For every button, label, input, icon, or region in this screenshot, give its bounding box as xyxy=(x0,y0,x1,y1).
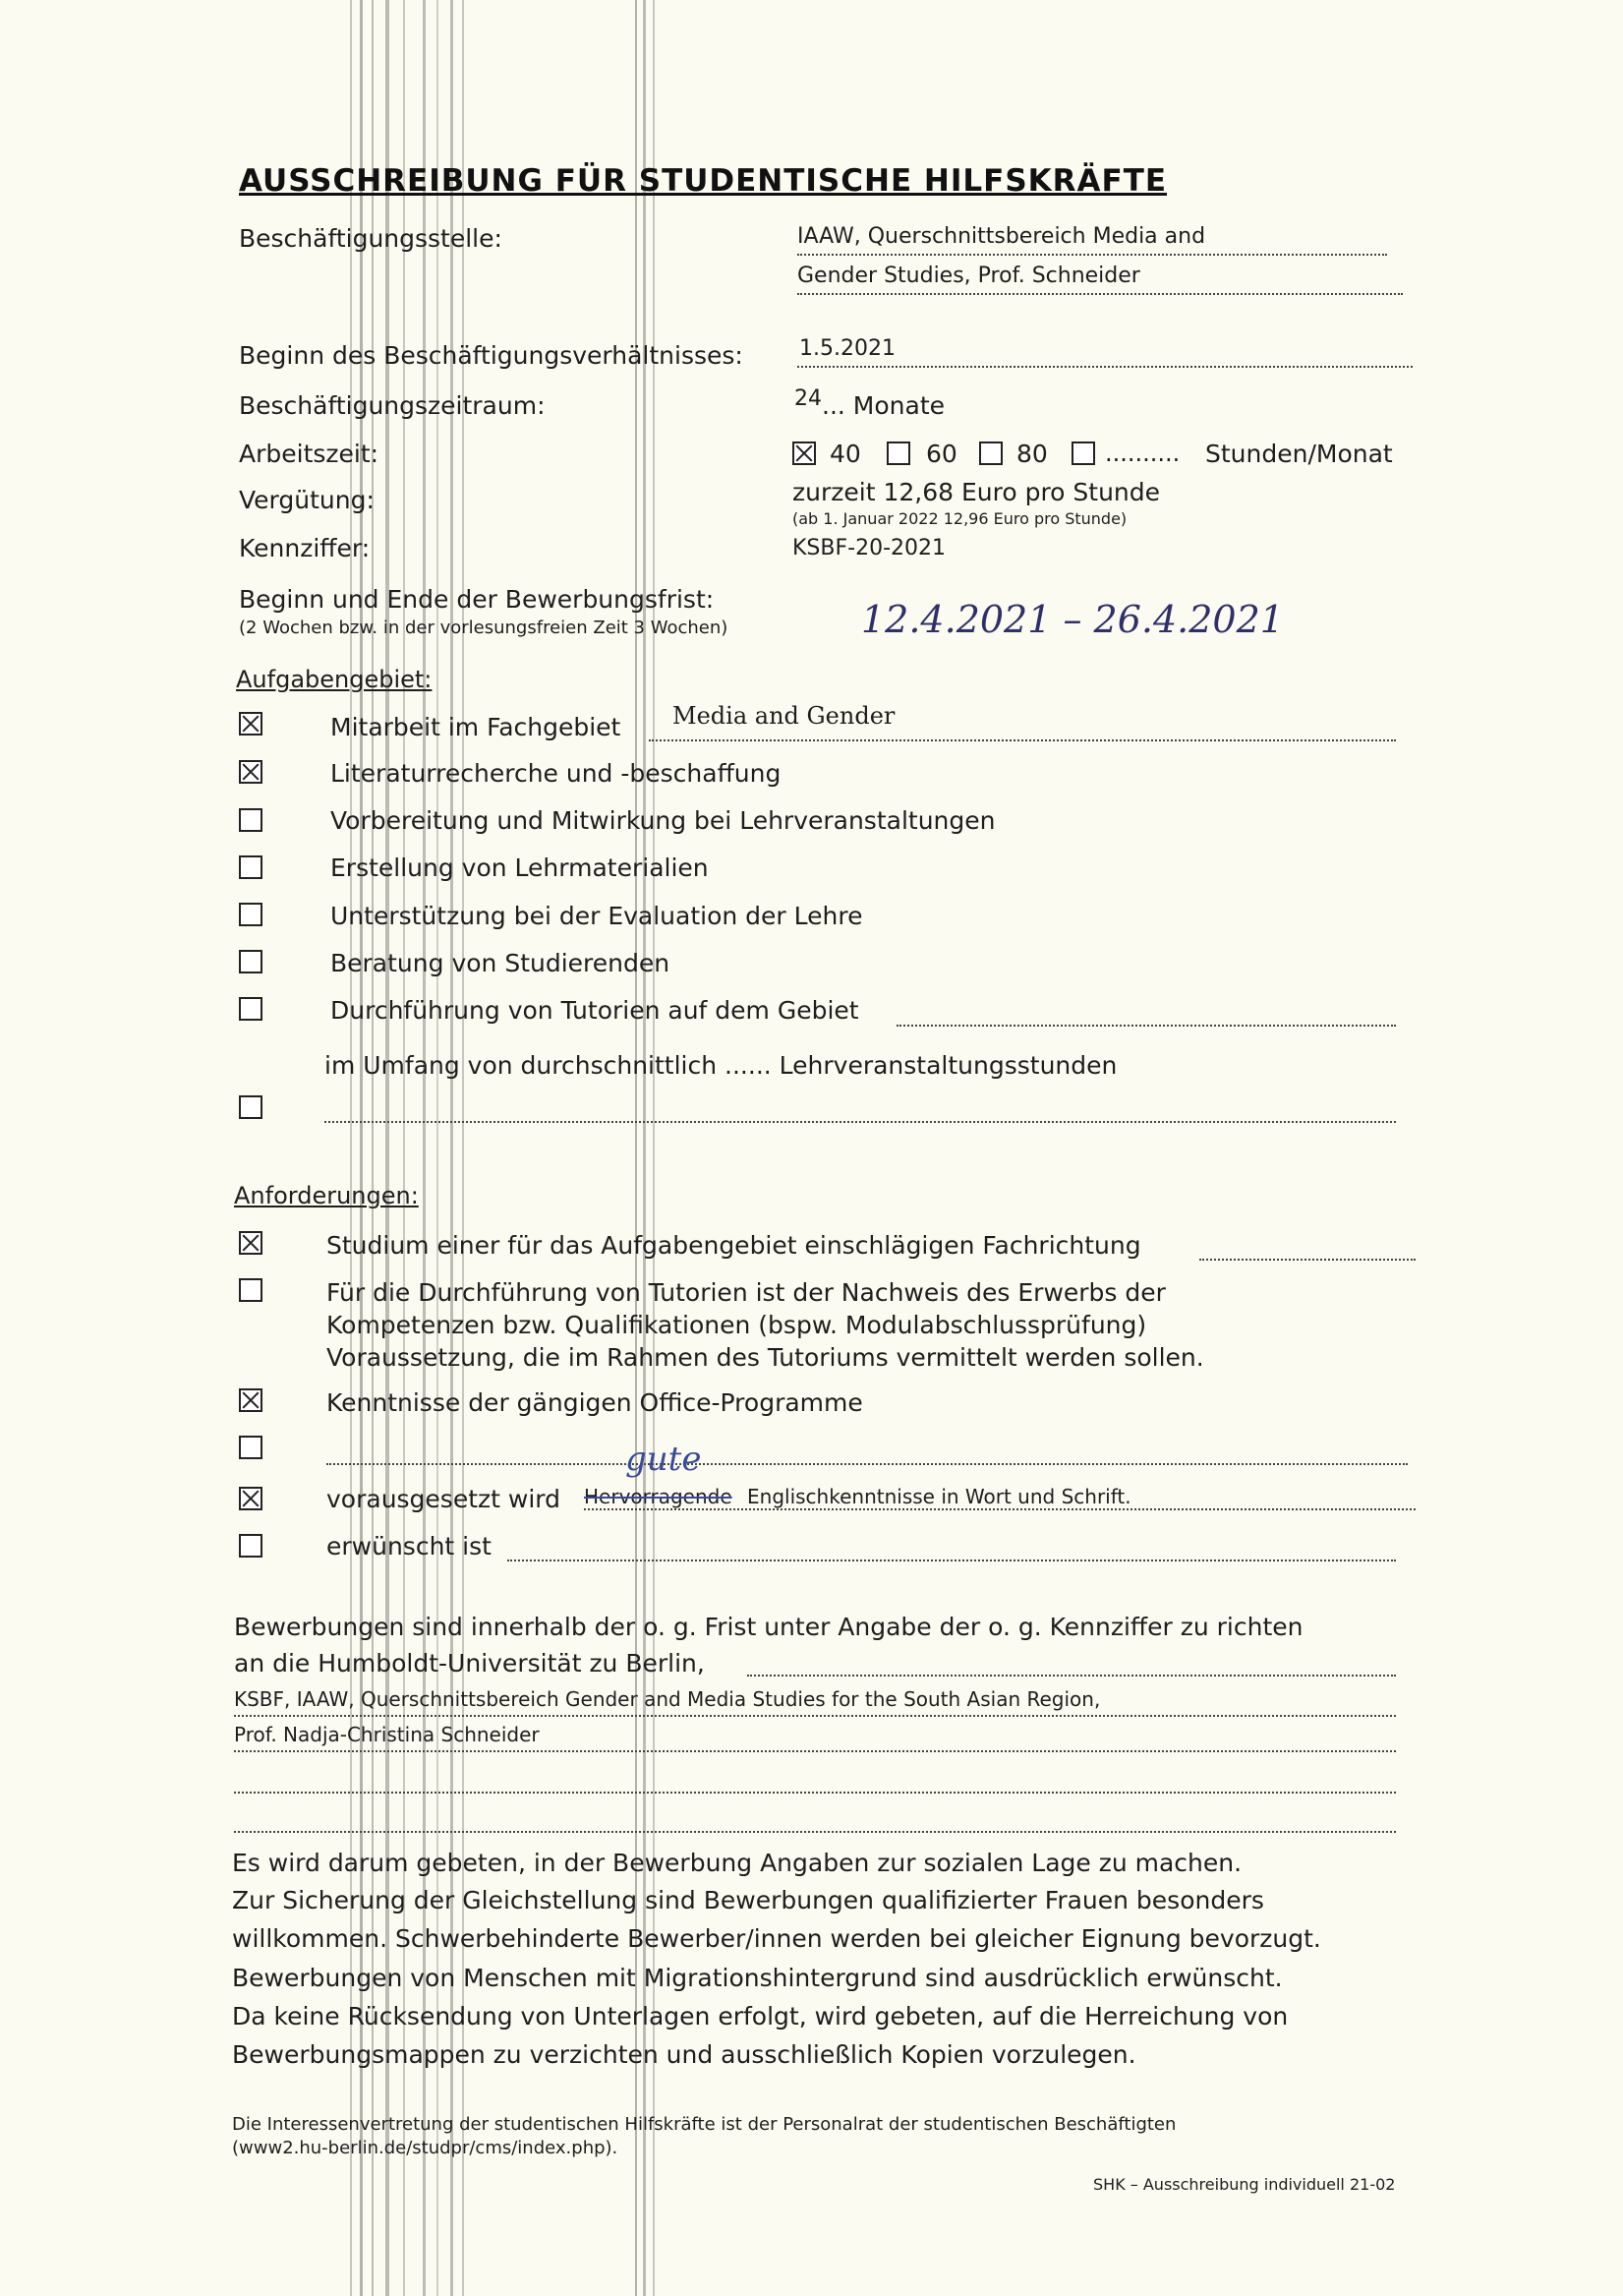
zeitraum-unit: ... Monate xyxy=(822,391,945,420)
arbeitszeit-unit: Stunden/Monat xyxy=(1205,440,1393,468)
aufgabe-4-label: Erstellung von Lehrmaterialien xyxy=(330,854,709,882)
bewerbung-address2: Prof. Nadja-Christina Schneider xyxy=(234,1723,540,1746)
bewerbung-address1-line xyxy=(234,1715,1396,1717)
bewerbung-line2-dots xyxy=(747,1675,1396,1677)
aufgabe-3-checkbox[interactable] xyxy=(239,808,262,832)
hinweis-5: Da keine Rücksendung von Unterlagen erfolgt, wird gebeten, auf die Herreichung von xyxy=(232,2002,1289,2031)
aufgabe-7-checkbox[interactable] xyxy=(239,997,262,1021)
arbeitszeit-80-label: 80 xyxy=(1016,440,1048,468)
arbeitszeit-label: Arbeitszeit: xyxy=(239,440,379,468)
verguetung-label: Vergütung: xyxy=(239,486,375,514)
frist-label: Beginn und Ende der Bewerbungsfrist: xyxy=(239,585,715,614)
anforderung-tutorien-line3: Voraussetzung, die im Rahmen des Tutoriums vermittelt werden sollen. xyxy=(326,1343,1204,1372)
stelle-label: Beschäftigungsstelle: xyxy=(239,224,502,253)
zeitraum-value: 24 xyxy=(794,386,822,411)
vorausgesetzt-value: Englischkenntnisse in Wort und Schrift. xyxy=(747,1485,1131,1508)
erwuenscht-label: erwünscht ist xyxy=(326,1532,492,1560)
hinweis-6: Bewerbungsmappen zu verzichten und ausschließlich Kopien vorzulegen. xyxy=(232,2040,1136,2069)
anforderung-studium-line xyxy=(1199,1259,1416,1261)
bewerbung-blank-line-2 xyxy=(234,1831,1396,1833)
aufgabe-7-line xyxy=(897,1025,1396,1027)
stelle-line-2 xyxy=(797,293,1403,295)
footer-note-2: (www2.hu-berlin.de/studpr/cms/index.php). xyxy=(232,2138,618,2158)
aufgabe-6-label: Beratung von Studierenden xyxy=(330,949,670,977)
aufgabe-2-checkbox[interactable] xyxy=(239,760,262,784)
bewerbung-address2-line xyxy=(234,1750,1396,1752)
aufgabe-1-label: Mitarbeit im Fachgebiet xyxy=(330,713,621,741)
stelle-value-2: Gender Studies, Prof. Schneider xyxy=(797,264,1140,288)
tutorien-umfang: im Umfang von durchschnittlich ...... Lehrveranstaltungsstunden xyxy=(324,1051,1118,1080)
aufgabe-1-line xyxy=(649,739,1396,741)
anforderung-custom-checkbox[interactable] xyxy=(239,1436,262,1459)
aufgabe-1-fill: Media and Gender xyxy=(672,702,896,730)
stelle-value: IAAW, Querschnittsbereich Media and xyxy=(797,224,1206,249)
hinweis-2: Zur Sicherung der Gleichstellung sind Bewerbungen qualifizierter Frauen besonders xyxy=(232,1886,1264,1914)
aufgabe-8-checkbox[interactable] xyxy=(239,1095,262,1119)
arbeitszeit-60-label: 60 xyxy=(926,440,957,468)
anforderung-studium-label: Studium einer für das Aufgabengebiet einschlägigen Fachrichtung xyxy=(326,1231,1141,1260)
aufgabe-8-line xyxy=(324,1121,1396,1123)
anforderung-custom-line xyxy=(326,1463,1408,1465)
arbeitszeit-custom-checkbox[interactable] xyxy=(1072,442,1095,465)
aufgabe-5-checkbox[interactable] xyxy=(239,903,262,926)
page-title: AUSSCHREIBUNG FÜR STUDENTISCHE HILFSKRÄFTE xyxy=(239,163,1168,199)
beginn-line xyxy=(797,366,1413,368)
aufgabe-4-checkbox[interactable] xyxy=(239,855,262,879)
bewerbung-line1: Bewerbungen sind innerhalb der o. g. Frist unter Angabe der o. g. Kennziffer zu richten xyxy=(234,1613,1304,1641)
stelle-line xyxy=(797,254,1387,256)
footer-note-1: Die Interessenvertretung der studentischen Hilfskräfte ist der Personalrat der studentischen Beschäftigten xyxy=(232,2114,1177,2135)
form-id: SHK – Ausschreibung individuell 21-02 xyxy=(1093,2175,1396,2194)
anforderung-office-label: Kenntnisse der gängigen Office-Programme xyxy=(326,1388,863,1417)
arbeitszeit-40-checkbox[interactable] xyxy=(792,442,816,465)
anforderung-tutorien-line1: Für die Durchführung von Tutorien ist der Nachweis des Erwerbs der xyxy=(326,1278,1166,1307)
aufgaben-heading: Aufgabengebiet: xyxy=(236,666,433,693)
anforderung-office-checkbox[interactable] xyxy=(239,1388,262,1412)
bewerbung-address1: KSBF, IAAW, Querschnittsbereich Gender and Media Studies for the South Asian Region, xyxy=(234,1687,1101,1711)
aufgabe-1-checkbox[interactable] xyxy=(239,712,262,736)
kennziffer-label: Kennziffer: xyxy=(239,534,371,562)
hinweis-3: willkommen. Schwerbehinderte Bewerber/innen werden bei gleicher Eignung bevorzugt. xyxy=(232,1924,1321,1953)
vorausgesetzt-label: vorausgesetzt wird xyxy=(326,1485,560,1513)
beginn-value: 1.5.2021 xyxy=(799,336,896,361)
arbeitszeit-40-label: 40 xyxy=(830,440,861,468)
aufgabe-7-label: Durchführung von Tutorien auf dem Gebiet xyxy=(330,996,859,1025)
arbeitszeit-80-checkbox[interactable] xyxy=(979,442,1003,465)
zeitraum-label: Beschäftigungszeitraum: xyxy=(239,391,546,420)
anforderung-vorausgesetzt-checkbox[interactable] xyxy=(239,1487,262,1510)
arbeitszeit-60-checkbox[interactable] xyxy=(887,442,910,465)
erwuenscht-line xyxy=(507,1560,1396,1561)
hinweis-4: Bewerbungen von Menschen mit Migrationshintergrund sind ausdrücklich erwünscht. xyxy=(232,1964,1283,1992)
vorausgesetzt-struck: Hervorragende xyxy=(584,1485,732,1508)
aufgabe-6-checkbox[interactable] xyxy=(239,950,262,973)
anforderung-tutorien-line2: Kompetenzen bzw. Qualifikationen (bspw. Modulabschlussprüfung) xyxy=(326,1311,1147,1339)
arbeitszeit-custom-dots: .......... xyxy=(1105,440,1181,467)
kennziffer-value: KSBF-20-2021 xyxy=(792,536,946,560)
anforderung-studium-checkbox[interactable] xyxy=(239,1231,262,1255)
aufgabe-5-label: Unterstützung bei der Evaluation der Lehre xyxy=(330,902,863,930)
aufgabe-2-label: Literaturrecherche und -beschaffung xyxy=(330,759,782,788)
anforderung-erwuenscht-checkbox[interactable] xyxy=(239,1534,262,1558)
vorausgesetzt-line xyxy=(584,1508,1416,1510)
bewerbung-line2: an die Humboldt-Universität zu Berlin, xyxy=(234,1649,705,1678)
beginn-label: Beginn des Beschäftigungsverhältnisses: xyxy=(239,341,743,370)
bewerbung-blank-line-1 xyxy=(234,1792,1396,1794)
frist-value-handwritten: 12.4.2021 – 26.4.2021 xyxy=(861,598,1284,641)
aufgabe-3-label: Vorbereitung und Mitwirkung bei Lehrveranstaltungen xyxy=(330,806,996,835)
frist-note: (2 Wochen bzw. in der vorlesungsfreien Zeit 3 Wochen) xyxy=(239,618,728,638)
vorausgesetzt-handwritten: gute xyxy=(625,1440,702,1479)
anforderungen-heading: Anforderungen: xyxy=(234,1182,419,1209)
anforderung-tutorien-checkbox[interactable] xyxy=(239,1278,262,1302)
verguetung-value: zurzeit 12,68 Euro pro Stunde xyxy=(792,478,1161,506)
verguetung-note: (ab 1. Januar 2022 12,96 Euro pro Stunde) xyxy=(792,509,1128,528)
hinweis-1: Es wird darum gebeten, in der Bewerbung Angaben zur sozialen Lage zu machen. xyxy=(232,1849,1243,1877)
